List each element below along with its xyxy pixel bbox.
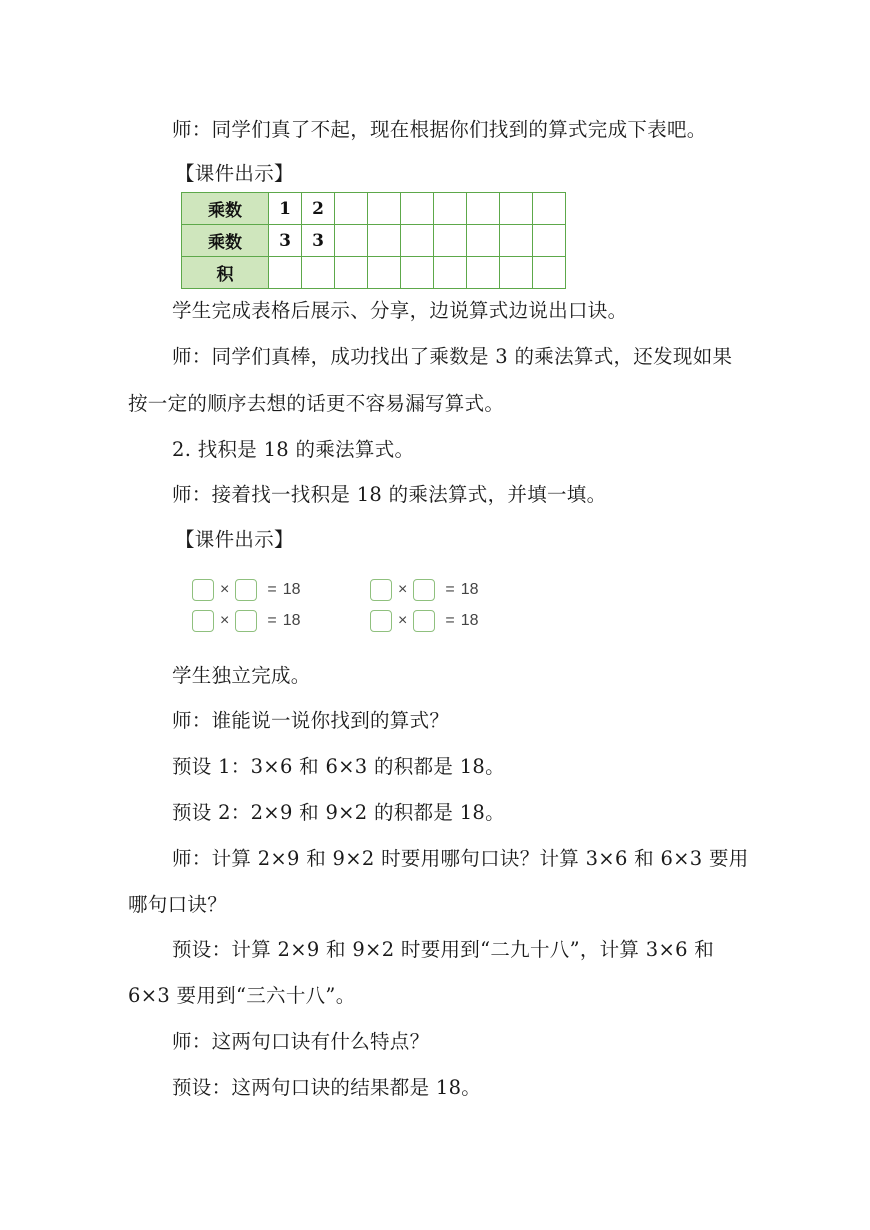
table-cell xyxy=(368,257,401,289)
courseware-label-2: 【课件出示】 xyxy=(175,528,294,551)
paragraph-preset-3a: 预设：计算 2×9 和 9×2 时要用到“二九十八”，计算 3×6 和 xyxy=(172,938,715,961)
table-cell: 1 xyxy=(269,193,302,225)
answer-box[interactable] xyxy=(413,579,435,601)
equation-blank-row xyxy=(370,610,484,632)
table-cell xyxy=(533,193,566,225)
table-cell xyxy=(500,193,533,225)
equals-sign: = xyxy=(267,581,277,598)
paragraph-preset-2: 预设 2：2×9 和 9×2 的积都是 18。 xyxy=(172,801,505,824)
table-header-product: 积 xyxy=(182,257,269,289)
equation-result: 18 xyxy=(282,581,301,598)
paragraph-student-share: 学生完成表格后展示、分享，边说算式边说出口诀。 xyxy=(172,299,628,322)
table-cell xyxy=(269,257,302,289)
table-cell: 3 xyxy=(302,225,335,257)
table-row xyxy=(182,225,566,257)
equation-blank-row xyxy=(370,579,484,601)
paragraph-preset-3b: 6×3 要用到“三六十八”。 xyxy=(128,984,356,1007)
paragraph-teacher-2a: 师：同学们真棒，成功找出了乘数是 3 的乘法算式，还发现如果 xyxy=(172,345,733,368)
answer-box[interactable] xyxy=(370,579,392,601)
equals-sign: = xyxy=(267,612,277,629)
table-cell xyxy=(335,225,368,257)
answer-box[interactable] xyxy=(235,610,257,632)
paragraph-teacher-2b: 按一定的顺序去想的话更不容易漏写算式。 xyxy=(128,392,505,415)
answer-box[interactable] xyxy=(192,610,214,632)
table-header-factor-2: 乘数 xyxy=(182,225,269,257)
answer-box[interactable] xyxy=(192,579,214,601)
answer-box[interactable] xyxy=(235,579,257,601)
table-cell: 3 xyxy=(269,225,302,257)
table-cell xyxy=(467,225,500,257)
equals-sign: = xyxy=(445,581,455,598)
table-cell xyxy=(434,257,467,289)
table-cell xyxy=(434,193,467,225)
equation-blank-row xyxy=(192,610,306,632)
answer-box[interactable] xyxy=(370,610,392,632)
answer-box[interactable] xyxy=(413,610,435,632)
table-cell xyxy=(302,257,335,289)
multiplication-table xyxy=(181,192,566,289)
equals-sign: = xyxy=(445,612,455,629)
table-cell xyxy=(533,225,566,257)
equation-result: 18 xyxy=(460,581,479,598)
paragraph-teacher-6: 师：这两句口诀有什么特点？ xyxy=(172,1030,430,1053)
table-cell xyxy=(335,257,368,289)
table-cell: 2 xyxy=(302,193,335,225)
paragraph-teacher-4: 师：谁能说一说你找到的算式？ xyxy=(172,709,450,732)
paragraph-teacher-1: 师：同学们真了不起，现在根据你们找到的算式完成下表吧。 xyxy=(172,118,707,141)
times-sign: × xyxy=(398,612,408,629)
paragraph-preset-4: 预设：这两句口诀的结果都是 18。 xyxy=(172,1076,482,1099)
table-cell xyxy=(467,193,500,225)
table-cell xyxy=(434,225,467,257)
courseware-label-1: 【课件出示】 xyxy=(175,162,294,185)
table-cell xyxy=(467,257,500,289)
table-cell xyxy=(500,257,533,289)
times-sign: × xyxy=(220,612,230,629)
paragraph-teacher-5a: 师：计算 2×9 和 9×2 时要用哪句口诀？计算 3×6 和 6×3 要用 xyxy=(172,847,749,870)
table-cell xyxy=(335,193,368,225)
paragraph-teacher-3: 师：接着找一找积是 18 的乘法算式，并填一填。 xyxy=(172,483,607,506)
paragraph-preset-1: 预设 1：3×6 和 6×3 的积都是 18。 xyxy=(172,755,505,778)
section-heading-2: 2. 找积是 18 的乘法算式。 xyxy=(172,438,415,461)
table-cell xyxy=(500,225,533,257)
table-row xyxy=(182,257,566,289)
table-cell xyxy=(401,225,434,257)
table-row xyxy=(182,193,566,225)
table-cell xyxy=(533,257,566,289)
times-sign: × xyxy=(398,581,408,598)
table-header-factor-1: 乘数 xyxy=(182,193,269,225)
equation-blank-row xyxy=(192,579,306,601)
table-cell xyxy=(401,193,434,225)
table-cell xyxy=(368,225,401,257)
equation-result: 18 xyxy=(282,612,301,629)
times-sign: × xyxy=(220,581,230,598)
table-cell xyxy=(401,257,434,289)
paragraph-student-independent: 学生独立完成。 xyxy=(172,664,311,687)
equation-result: 18 xyxy=(460,612,479,629)
paragraph-teacher-5b: 哪句口诀？ xyxy=(128,893,228,916)
table-cell xyxy=(368,193,401,225)
